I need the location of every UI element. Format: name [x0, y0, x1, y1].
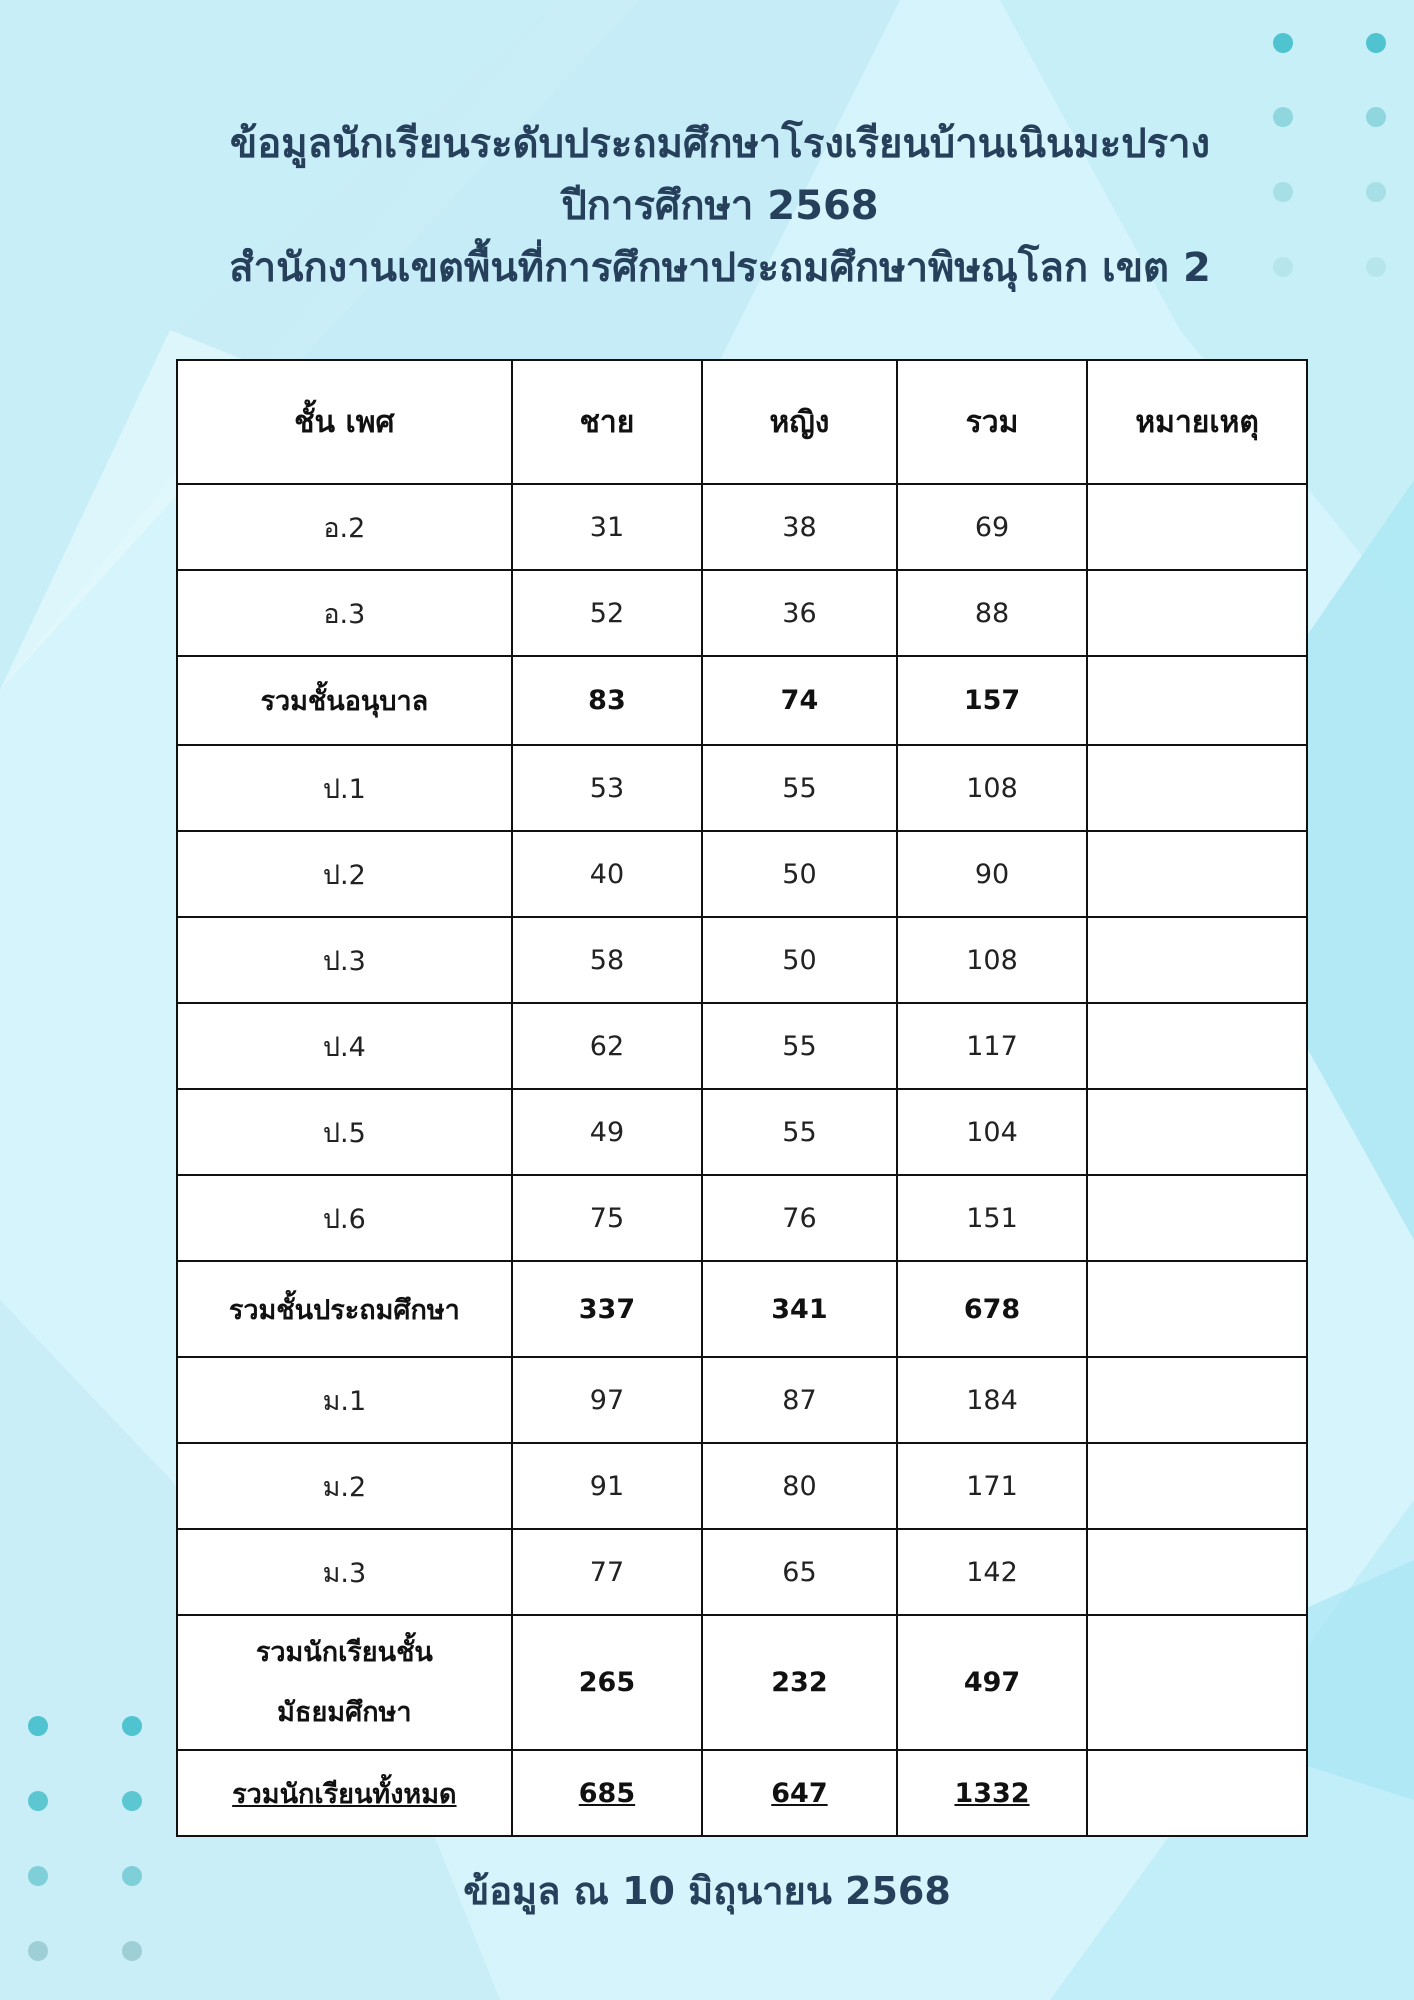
- cell-male: 77: [512, 1529, 703, 1615]
- cell-total: 497: [897, 1615, 1088, 1750]
- cell-total-text: 1332: [954, 1777, 1030, 1809]
- cell-level: ป.2: [177, 831, 512, 917]
- cell-male: 52: [512, 570, 703, 656]
- cell-male: 62: [512, 1003, 703, 1089]
- cell-female: 50: [702, 917, 897, 1003]
- header-level: ชั้น เพศ: [177, 360, 512, 484]
- cell-female: 232: [702, 1615, 897, 1750]
- data-as-of-note: ข้อมูล ณ 10 มิถุนายน 2568: [463, 1869, 951, 1913]
- cell-female: 87: [702, 1357, 897, 1443]
- table-row: [177, 917, 1307, 1003]
- cell-note: [1087, 656, 1307, 745]
- cell-note: [1087, 1443, 1307, 1529]
- cell-male: 337: [512, 1261, 703, 1357]
- cell-total: 151: [897, 1175, 1088, 1261]
- cell-note: [1087, 1357, 1307, 1443]
- cell-male: 40: [512, 831, 703, 917]
- cell-male: [512, 1750, 703, 1836]
- table-row: [177, 1443, 1307, 1529]
- cell-female: 38: [702, 484, 897, 570]
- cell-note: [1087, 570, 1307, 656]
- cell-total: 142: [897, 1529, 1088, 1615]
- cell-female: [702, 1750, 897, 1836]
- table-row: [177, 1003, 1307, 1089]
- cell-level: [177, 1615, 512, 1750]
- cell-level: ม.2: [177, 1443, 512, 1529]
- cell-total: 171: [897, 1443, 1088, 1529]
- cell-total: 69: [897, 484, 1088, 570]
- table-row: [177, 484, 1307, 570]
- cell-level: ป.4: [177, 1003, 512, 1089]
- cell-level: ป.1: [177, 745, 512, 831]
- cell-note: [1087, 1529, 1307, 1615]
- cell-note: [1087, 1175, 1307, 1261]
- table-row-subtotal-secondary: [177, 1615, 1307, 1750]
- cell-level-text: รวมนักเรียนชั้นมัธยมศึกษา: [255, 1636, 433, 1728]
- cell-note: [1087, 1615, 1307, 1750]
- cell-male: 75: [512, 1175, 703, 1261]
- cell-female: 36: [702, 570, 897, 656]
- cell-male: 58: [512, 917, 703, 1003]
- title-line-school: ข้อมูลนักเรียนระดับประถมศึกษาโรงเรียนบ้านเนินมะปราง: [229, 121, 1211, 167]
- cell-level: รวมชั้นประถมศึกษา: [177, 1261, 512, 1357]
- cell-level: ป.5: [177, 1089, 512, 1175]
- cell-note: [1087, 1750, 1307, 1836]
- cell-female: 65: [702, 1529, 897, 1615]
- page-title: [160, 113, 1280, 299]
- cell-note: [1087, 745, 1307, 831]
- cell-note: [1087, 484, 1307, 570]
- cell-male-text: 685: [578, 1777, 636, 1809]
- cell-note: [1087, 831, 1307, 917]
- table-row: [177, 745, 1307, 831]
- header-female: หญิง: [702, 360, 897, 484]
- table-row-subtotal-kindergarten: [177, 656, 1307, 745]
- cell-note: [1087, 917, 1307, 1003]
- cell-note: [1087, 1003, 1307, 1089]
- cell-female-text: 647: [771, 1777, 828, 1809]
- header-male: ชาย: [512, 360, 703, 484]
- cell-level: อ.2: [177, 484, 512, 570]
- cell-total: 184: [897, 1357, 1088, 1443]
- cell-level: อ.3: [177, 570, 512, 656]
- cell-total: 108: [897, 917, 1088, 1003]
- student-table: [176, 359, 1308, 1837]
- cell-level: ป.3: [177, 917, 512, 1003]
- cell-male: 49: [512, 1089, 703, 1175]
- cell-female: 50: [702, 831, 897, 917]
- cell-female: 55: [702, 1003, 897, 1089]
- cell-female: 55: [702, 1089, 897, 1175]
- table-row: [177, 570, 1307, 656]
- cell-note: [1087, 1261, 1307, 1357]
- cell-female: 74: [702, 656, 897, 745]
- cell-female: 80: [702, 1443, 897, 1529]
- cell-female: 341: [702, 1261, 897, 1357]
- cell-male: 53: [512, 745, 703, 831]
- cell-male: 97: [512, 1357, 703, 1443]
- cell-level-text: รวมนักเรียนทั้งหมด: [232, 1778, 457, 1810]
- header-note: หมายเหตุ: [1087, 360, 1307, 484]
- cell-level: ม.1: [177, 1357, 512, 1443]
- cell-male: 31: [512, 484, 703, 570]
- cell-total: 117: [897, 1003, 1088, 1089]
- cell-note: [1087, 1089, 1307, 1175]
- cell-level: รวมชั้นอนุบาล: [177, 656, 512, 745]
- table-row: [177, 1357, 1307, 1443]
- cell-female: 76: [702, 1175, 897, 1261]
- table-header-row: [177, 360, 1307, 484]
- table-row-grand-total: [177, 1750, 1307, 1836]
- cell-total: 88: [897, 570, 1088, 656]
- cell-total: 104: [897, 1089, 1088, 1175]
- cell-female: 55: [702, 745, 897, 831]
- cell-male: 83: [512, 656, 703, 745]
- title-line-office: สำนักงานเขตพื้นที่การศึกษาประถมศึกษาพิษณุโลก เขต 2: [229, 245, 1211, 291]
- table-row-subtotal-primary: [177, 1261, 1307, 1357]
- cell-male: 265: [512, 1615, 703, 1750]
- cell-total: 678: [897, 1261, 1088, 1357]
- cell-total: 157: [897, 656, 1088, 745]
- cell-level: [177, 1750, 512, 1836]
- table-row: [177, 1529, 1307, 1615]
- table-row: [177, 831, 1307, 917]
- cell-level: ป.6: [177, 1175, 512, 1261]
- cell-total: 90: [897, 831, 1088, 917]
- cell-male: 91: [512, 1443, 703, 1529]
- header-total: รวม: [897, 360, 1088, 484]
- table-row: [177, 1175, 1307, 1261]
- cell-total: [897, 1750, 1088, 1836]
- cell-total: 108: [897, 745, 1088, 831]
- cell-level: ม.3: [177, 1529, 512, 1615]
- table-row: [177, 1089, 1307, 1175]
- title-line-year: ปีการศึกษา 2568: [561, 183, 879, 229]
